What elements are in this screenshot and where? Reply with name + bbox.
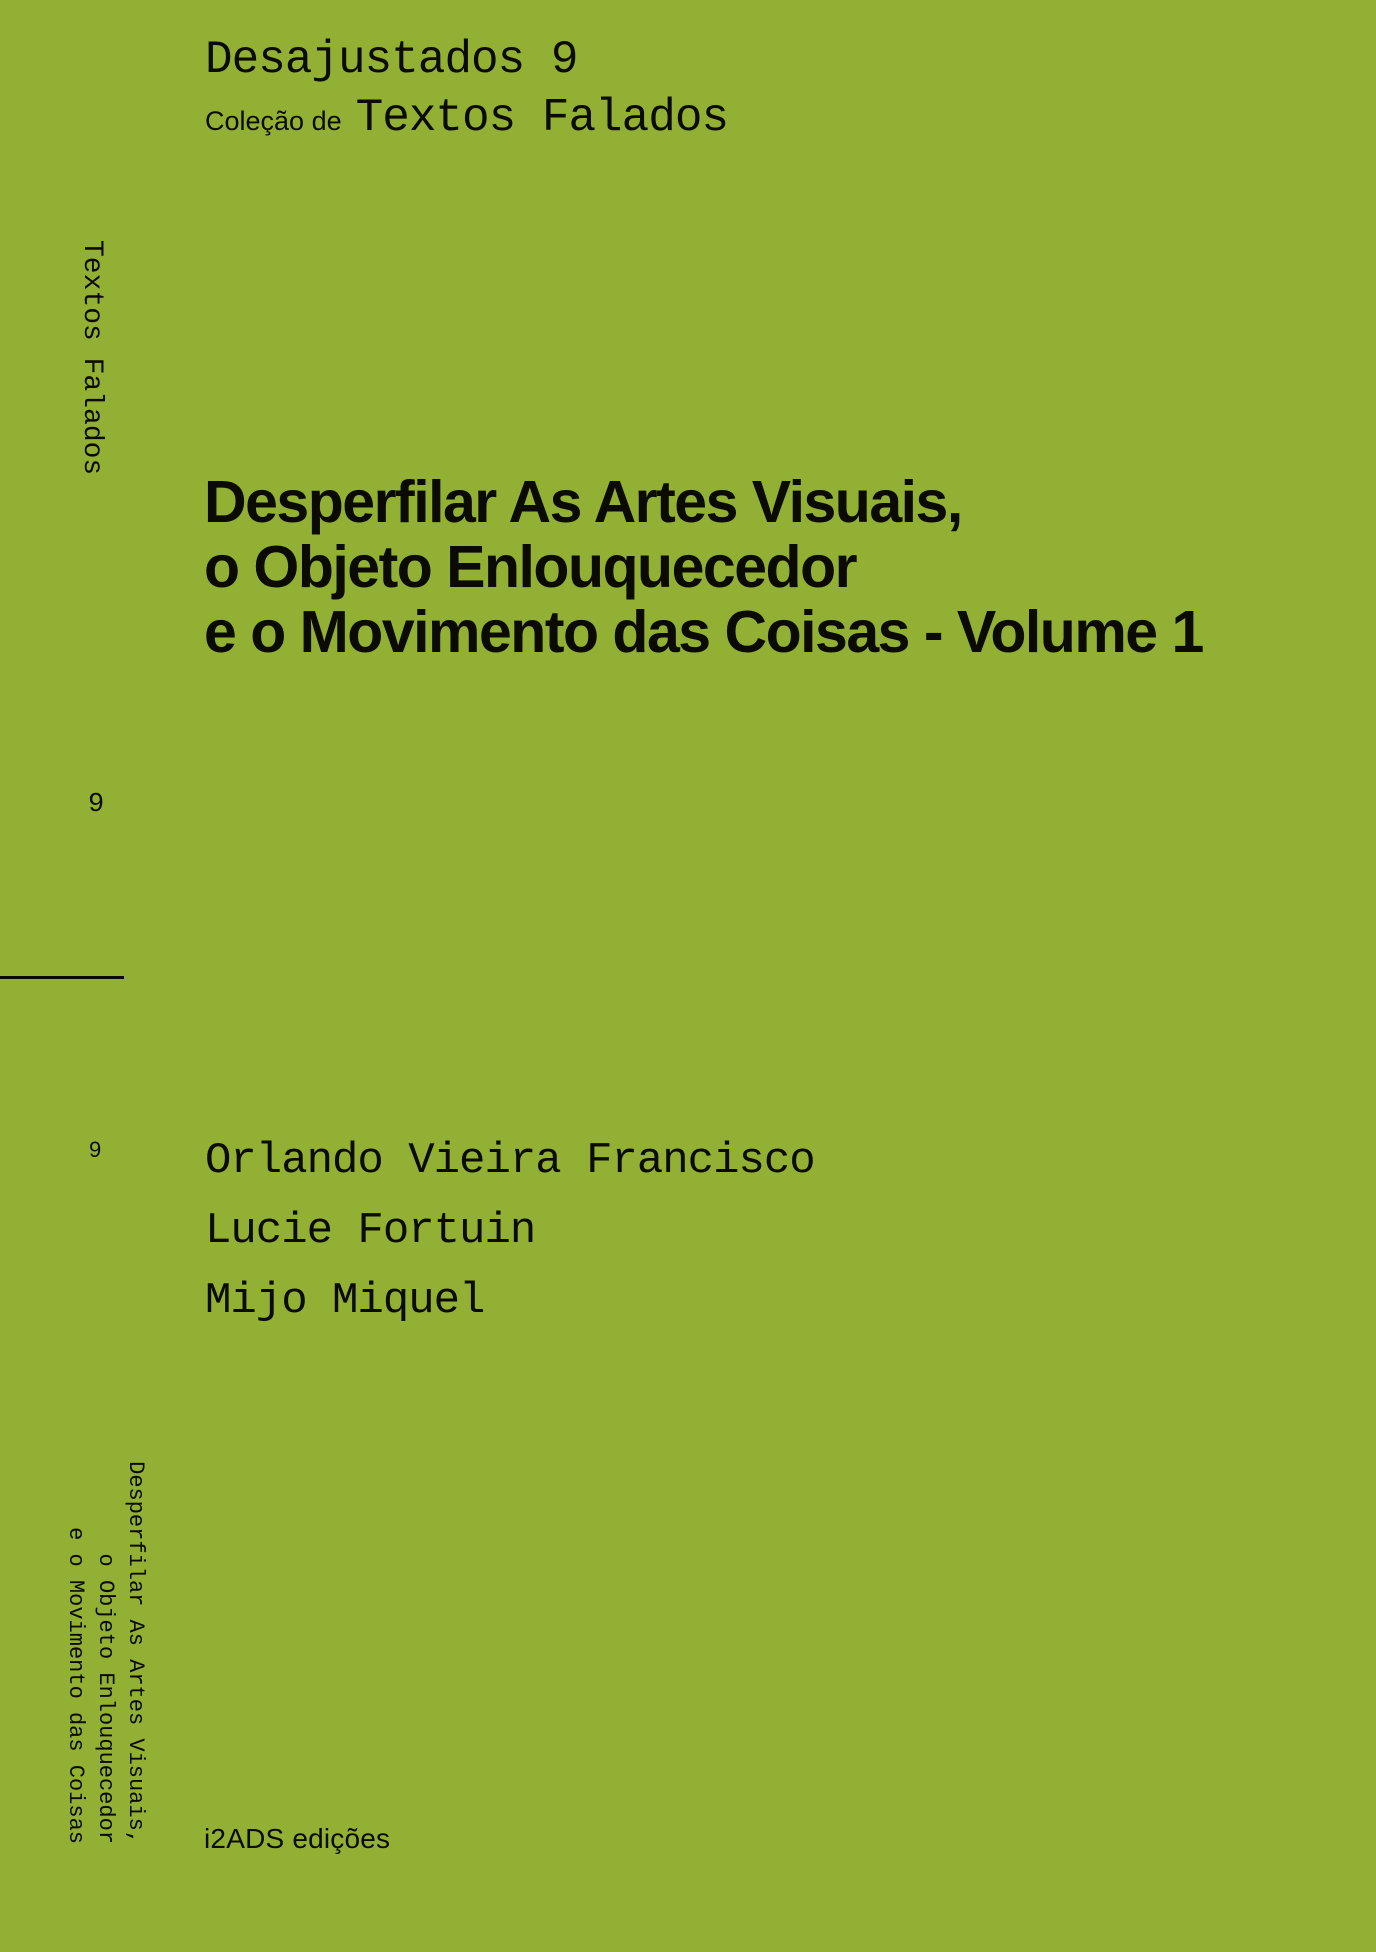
- author-name: Lucie Fortuin: [205, 1206, 536, 1256]
- issue-number-bottom: 9: [89, 1137, 102, 1162]
- vertical-collection-label: Textos Falados: [76, 240, 107, 476]
- authors-list: [205, 1126, 815, 1336]
- vertical-title-line-3: e o Movimento das Coisas: [63, 1527, 88, 1844]
- vertical-title-line-2: o Objeto Enlouquecedor: [93, 1553, 118, 1844]
- author-name: Orlando Vieira Francisco: [205, 1136, 815, 1186]
- book-title-line-2: o Objeto Enlouquecedor: [204, 534, 857, 600]
- vertical-title-line-1: Desperfilar As Artes Visuais,: [123, 1461, 148, 1844]
- cover-header: [205, 34, 728, 144]
- divider-line: [0, 976, 124, 979]
- collection-prefix: Coleção de: [205, 106, 342, 136]
- author-name: Mijo Miquel: [205, 1276, 485, 1326]
- book-title-line-3: e o Movimento das Coisas - Volume 1: [204, 599, 1203, 665]
- issue-number-top: 9: [88, 790, 105, 820]
- collection-name: Textos Falados: [355, 92, 729, 144]
- book-title-line-1: Desperfilar As Artes Visuais,: [204, 469, 962, 535]
- series-title: Desajustados 9: [205, 34, 578, 86]
- collection-line: [205, 92, 728, 144]
- vertical-title-block: [60, 1442, 150, 1844]
- book-title: [204, 470, 1203, 665]
- publisher-imprint: i2ADS edições: [204, 1823, 391, 1854]
